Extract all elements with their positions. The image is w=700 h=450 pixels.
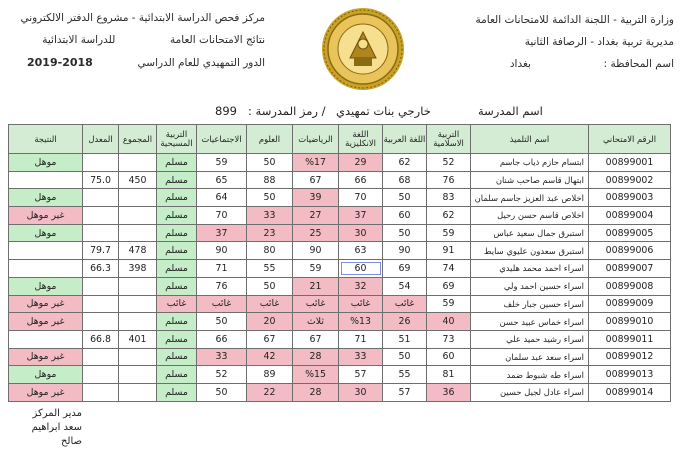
cell-arabic: 68 — [383, 171, 427, 189]
results-subtitle-b: للدراسة الابتدائية — [42, 34, 116, 46]
table-row — [9, 154, 671, 172]
cell-english: 30 — [339, 383, 383, 401]
footer-title: مدير المركز — [32, 408, 82, 419]
cell-english: 60 — [339, 260, 383, 278]
cell-arabic: 54 — [383, 277, 427, 295]
column-header-total: المجموع — [119, 125, 157, 154]
governorate-line — [476, 58, 674, 71]
cell-science: 50 — [247, 154, 293, 172]
cell-exam-number: 00899014 — [589, 383, 671, 401]
cell-student-name: اسراء طه شبوط ضمد — [471, 366, 589, 384]
cell-result: غير موهل — [9, 383, 83, 401]
cell-christian-ed: مسلم — [157, 154, 197, 172]
cell-result: غير موهل — [9, 295, 83, 313]
cell-result — [9, 330, 83, 348]
column-header-arabic: اللغة العربية — [383, 125, 427, 154]
cell-science: 50 — [247, 277, 293, 295]
cell-islamic-ed: 76 — [427, 171, 471, 189]
cell-average — [83, 366, 119, 384]
cell-exam-number: 00899011 — [589, 330, 671, 348]
cell-social-studies: 70 — [197, 207, 247, 225]
cell-total: 398 — [119, 260, 157, 278]
cell-student-name: اخلاص قاسم حسن رحيل — [471, 207, 589, 225]
cell-result — [9, 260, 83, 278]
cell-math: غائب — [293, 295, 339, 313]
cell-islamic-ed: 59 — [427, 224, 471, 242]
cell-social-studies: 90 — [197, 242, 247, 260]
column-header-result: النتيجة — [9, 125, 83, 154]
cell-christian-ed: مسلم — [157, 207, 197, 225]
cell-arabic: 50 — [383, 224, 427, 242]
cell-social-studies: 64 — [197, 189, 247, 207]
ministry-header — [476, 14, 674, 80]
cell-average: 66.3 — [83, 260, 119, 278]
cell-total — [119, 348, 157, 366]
cell-average — [83, 295, 119, 313]
school-code-label: / رمز المدرسة : — [248, 104, 326, 118]
cell-math: 27 — [293, 207, 339, 225]
cell-result: موهل — [9, 366, 83, 384]
cell-english: 32 — [339, 277, 383, 295]
ministry-logo — [320, 6, 406, 92]
cell-islamic-ed: 83 — [427, 189, 471, 207]
table-row — [9, 295, 671, 313]
cell-student-name: اخلاص عبد العزيز جاسم سلمان — [471, 189, 589, 207]
cell-christian-ed: مسلم — [157, 313, 197, 331]
cell-islamic-ed: 36 — [427, 383, 471, 401]
cell-english: غائب — [339, 295, 383, 313]
center-title: مركز فحص الدراسة الابتدائية - مشروع الدفتر الالكتروني — [20, 12, 265, 24]
cell-christian-ed: مسلم — [157, 260, 197, 278]
cell-arabic: 62 — [383, 154, 427, 172]
cell-arabic: 90 — [383, 242, 427, 260]
cell-math: %17 — [293, 154, 339, 172]
cell-total — [119, 154, 157, 172]
cell-science: 88 — [247, 171, 293, 189]
cell-arabic: 60 — [383, 207, 427, 225]
cell-student-name: اسراء حسين جبار خلف — [471, 295, 589, 313]
cell-arabic: 69 — [383, 260, 427, 278]
cell-average — [83, 277, 119, 295]
table-row — [9, 313, 671, 331]
cell-average — [83, 348, 119, 366]
column-header-science: العلوم — [247, 125, 293, 154]
table-row — [9, 277, 671, 295]
cell-social-studies: 76 — [197, 277, 247, 295]
cell-math: 59 — [293, 260, 339, 278]
cell-arabic: 55 — [383, 366, 427, 384]
cell-exam-number: 00899004 — [589, 207, 671, 225]
cell-exam-number: 00899006 — [589, 242, 671, 260]
cell-exam-number: 00899002 — [589, 171, 671, 189]
cell-english: 70 — [339, 189, 383, 207]
cell-science: 50 — [247, 189, 293, 207]
table-row — [9, 383, 671, 401]
cell-social-studies: 50 — [197, 313, 247, 331]
table-row — [9, 348, 671, 366]
cell-result: غير موهل — [9, 207, 83, 225]
cell-average — [83, 383, 119, 401]
results-subtitle — [20, 34, 265, 47]
cell-math: 21 — [293, 277, 339, 295]
cell-science: 89 — [247, 366, 293, 384]
governorate-label: اسم المحافظة : — [603, 58, 674, 70]
cell-arabic: 50 — [383, 348, 427, 366]
school-name-value: خارجي بنات تمهيدي — [336, 104, 431, 118]
cell-exam-number: 00899001 — [589, 154, 671, 172]
cell-islamic-ed: 69 — [427, 277, 471, 295]
table-row — [9, 189, 671, 207]
cell-social-studies: 52 — [197, 366, 247, 384]
cell-exam-number: 00899008 — [589, 277, 671, 295]
cell-science: 55 — [247, 260, 293, 278]
cell-arabic: 50 — [383, 189, 427, 207]
cell-student-name: استبرق جمال سعيد عباس — [471, 224, 589, 242]
cell-total — [119, 277, 157, 295]
cell-student-name: اسراء احمد محمد هليدي — [471, 260, 589, 278]
cell-islamic-ed: 40 — [427, 313, 471, 331]
cell-christian-ed: مسلم — [157, 189, 197, 207]
cell-student-name: اسراء عادل لجيل حسين — [471, 383, 589, 401]
cell-math: 25 — [293, 224, 339, 242]
column-header-social-studies: الاجتماعيات — [197, 125, 247, 154]
cell-result: غير موهل — [9, 348, 83, 366]
cell-math: ثلاث — [293, 313, 339, 331]
cell-result: موهل — [9, 189, 83, 207]
cell-science: 33 — [247, 207, 293, 225]
cell-total — [119, 313, 157, 331]
cell-total: 450 — [119, 171, 157, 189]
cell-english: 37 — [339, 207, 383, 225]
cell-social-studies: غائب — [197, 295, 247, 313]
column-header-math: الرياضيات — [293, 125, 339, 154]
cell-total — [119, 207, 157, 225]
cell-science: 67 — [247, 330, 293, 348]
cell-total — [119, 189, 157, 207]
governorate-value: بغداد — [509, 58, 531, 70]
column-header-christian-ed: التربية المسيحية — [157, 125, 197, 154]
footer-signature — [12, 407, 82, 449]
cell-english: 63 — [339, 242, 383, 260]
center-header — [20, 12, 265, 79]
cell-exam-number: 00899003 — [589, 189, 671, 207]
cell-science: غائب — [247, 295, 293, 313]
cell-total: 478 — [119, 242, 157, 260]
cell-islamic-ed: 62 — [427, 207, 471, 225]
cell-math: 67 — [293, 171, 339, 189]
cell-christian-ed: مسلم — [157, 348, 197, 366]
column-header-islamic-ed: التربية الاسلامية — [427, 125, 471, 154]
cell-average: 79.7 — [83, 242, 119, 260]
cell-english: 71 — [339, 330, 383, 348]
cell-average — [83, 154, 119, 172]
footer-name: سعد ابراهيم صالح — [31, 422, 82, 447]
cell-islamic-ed: 52 — [427, 154, 471, 172]
cell-total — [119, 295, 157, 313]
school-name-label: اسم المدرسة — [478, 104, 543, 118]
cell-english: %13 — [339, 313, 383, 331]
session-label: الدور التمهيدي للعام الدراسي — [137, 57, 265, 69]
cell-exam-number: 00899013 — [589, 366, 671, 384]
cell-result: موهل — [9, 154, 83, 172]
results-table — [8, 124, 671, 402]
cell-total — [119, 383, 157, 401]
cell-average — [83, 224, 119, 242]
cell-student-name: اسراء حسين احمد ولي — [471, 277, 589, 295]
cell-student-name: استبرق سعدون عليوي سايط — [471, 242, 589, 260]
session-line — [20, 56, 265, 70]
column-header-average: المعدل — [83, 125, 119, 154]
cell-total — [119, 366, 157, 384]
cell-result: موهل — [9, 277, 83, 295]
cell-arabic: غائب — [383, 295, 427, 313]
cell-english: 30 — [339, 224, 383, 242]
cell-science: 23 — [247, 224, 293, 242]
cell-science: 22 — [247, 383, 293, 401]
cell-english: 33 — [339, 348, 383, 366]
cell-math: 90 — [293, 242, 339, 260]
cell-christian-ed: مسلم — [157, 224, 197, 242]
column-header-student-name: اسم التلميذ — [471, 125, 589, 154]
cell-math: 39 — [293, 189, 339, 207]
cell-student-name: اسراء رشيد حميد علي — [471, 330, 589, 348]
cell-result — [9, 242, 83, 260]
cell-average — [83, 189, 119, 207]
cell-social-studies: 65 — [197, 171, 247, 189]
cell-student-name: ابتسام حازم ذياب جاسم — [471, 154, 589, 172]
table-row — [9, 171, 671, 189]
cell-christian-ed: مسلم — [157, 242, 197, 260]
cell-social-studies: 59 — [197, 154, 247, 172]
cell-arabic: 51 — [383, 330, 427, 348]
cell-social-studies: 66 — [197, 330, 247, 348]
ministry-title: وزارة التربية - اللجنة الدائمة للامتحانات العامة — [475, 14, 674, 26]
school-year: 2018-2019 — [27, 56, 93, 69]
directorate-title: مديرية تربية بغداد - الرصافة الثانية — [524, 36, 674, 48]
cell-science: 42 — [247, 348, 293, 366]
cell-islamic-ed: 81 — [427, 366, 471, 384]
cell-average: 75.0 — [83, 171, 119, 189]
cell-social-studies: 50 — [197, 383, 247, 401]
cell-exam-number: 00899009 — [589, 295, 671, 313]
cell-exam-number: 00899012 — [589, 348, 671, 366]
cell-christian-ed: مسلم — [157, 366, 197, 384]
cell-student-name: ابتهال قاسم صاحب شنان — [471, 171, 589, 189]
table-row — [9, 330, 671, 348]
cell-math: %15 — [293, 366, 339, 384]
table-header-row — [9, 125, 671, 154]
cell-average: 66.8 — [83, 330, 119, 348]
results-subtitle-a: نتائج الامتحانات العامة — [170, 34, 265, 46]
cell-exam-number: 00899005 — [589, 224, 671, 242]
cell-result: موهل — [9, 224, 83, 242]
cell-islamic-ed: 91 — [427, 242, 471, 260]
cell-christian-ed: مسلم — [157, 277, 197, 295]
cell-total — [119, 224, 157, 242]
cell-english: 66 — [339, 171, 383, 189]
cell-student-name: اسراء خماس عبيد حسن — [471, 313, 589, 331]
cell-average — [83, 207, 119, 225]
table-row — [9, 366, 671, 384]
cell-total: 401 — [119, 330, 157, 348]
cell-islamic-ed: 73 — [427, 330, 471, 348]
cell-english: 29 — [339, 154, 383, 172]
cell-result — [9, 171, 83, 189]
cell-result: غير موهل — [9, 313, 83, 331]
cell-average — [83, 313, 119, 331]
cell-arabic: 57 — [383, 383, 427, 401]
cell-math: 28 — [293, 383, 339, 401]
cell-english: 57 — [339, 366, 383, 384]
school-code-value: 899 — [215, 104, 237, 118]
cell-student-name: اسراء سعد عبد سلمان — [471, 348, 589, 366]
cell-christian-ed: مسلم — [157, 383, 197, 401]
cell-christian-ed: مسلم — [157, 171, 197, 189]
cell-science: 80 — [247, 242, 293, 260]
cell-exam-number: 00899010 — [589, 313, 671, 331]
cell-islamic-ed: 74 — [427, 260, 471, 278]
table-row — [9, 242, 671, 260]
column-header-english: اللغة الانكليزية — [339, 125, 383, 154]
cell-exam-number: 00899007 — [589, 260, 671, 278]
table-row — [9, 260, 671, 278]
cell-islamic-ed: 60 — [427, 348, 471, 366]
cell-science: 20 — [247, 313, 293, 331]
cell-arabic: 26 — [383, 313, 427, 331]
cell-math: 28 — [293, 348, 339, 366]
cell-social-studies: 33 — [197, 348, 247, 366]
cell-social-studies: 71 — [197, 260, 247, 278]
table-row — [9, 207, 671, 225]
cell-islamic-ed: 59 — [427, 295, 471, 313]
cell-christian-ed: مسلم — [157, 330, 197, 348]
cell-math: 67 — [293, 330, 339, 348]
cell-social-studies: 37 — [197, 224, 247, 242]
cell-christian-ed: غائب — [157, 295, 197, 313]
column-header-exam-number: الرقم الامتحاني — [589, 125, 671, 154]
table-row — [9, 224, 671, 242]
